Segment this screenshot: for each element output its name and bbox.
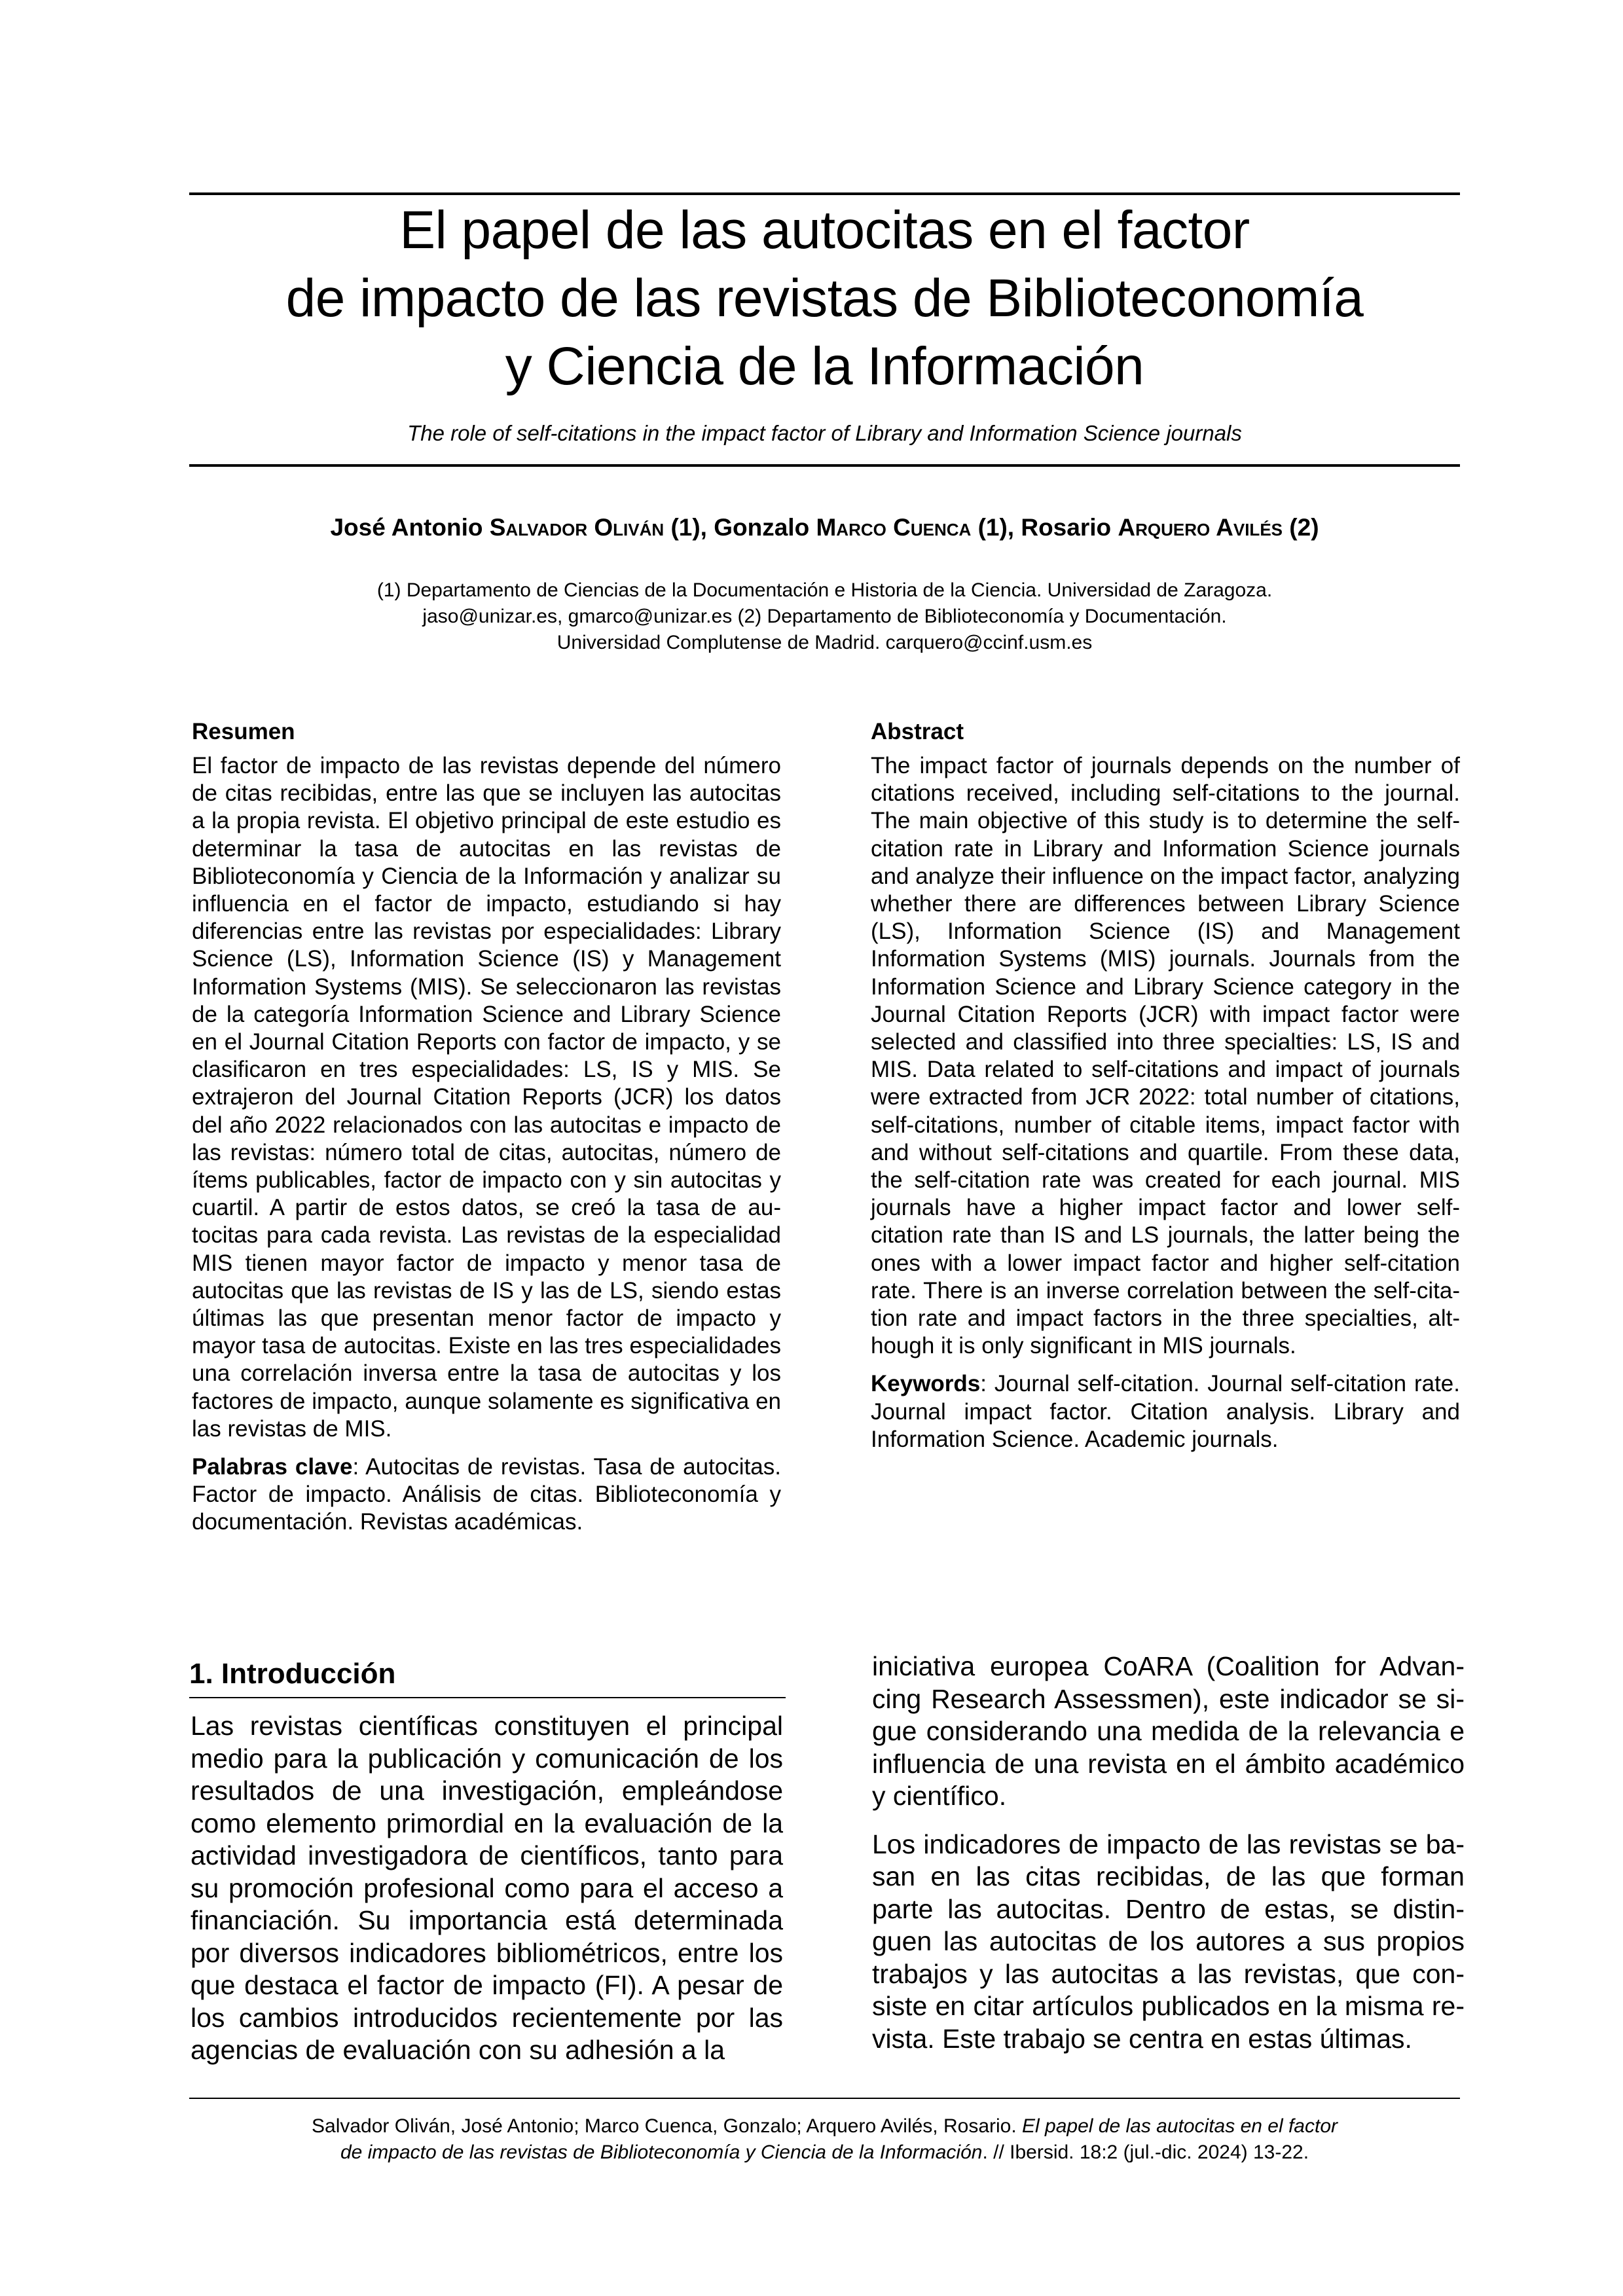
intro-left-column: [191, 1710, 783, 2083]
keywords: [871, 1370, 1460, 1453]
footer-rule: [189, 2098, 1460, 2099]
affiliation-line-3: Universidad Complutense de Madrid. carquero@ccinf.usm.es: [556, 632, 1093, 653]
author-2-affil: (1),: [971, 514, 1021, 541]
intro-right-column: [872, 1650, 1465, 2071]
footer-title-part-1: El papel de las autocitas en el factor: [1022, 2115, 1338, 2137]
keywords-label: Keywords: [871, 1371, 981, 1397]
footer-title-part-2: de impacto de las revistas de Biblioteconomía y Ciencia de la Información: [340, 2141, 983, 2163]
intro-paragraph-3: Los indicadores de impacto de las revistas se basan en las citas recibidas, de las que forman parte las autocitas. Dentro de estas, se distinguen las autocitas de los autores a sus propios trabajos y las autocitas a las revistas, que consiste en citar artículos publicados en la misma revista. Este trabajo se centra en estas últimas.: [872, 1829, 1465, 2054]
footer-source: . // Ibersid. 18:2 (jul.-dic. 2024) 13-22.: [982, 2141, 1309, 2163]
palabras-clave: [192, 1453, 781, 1537]
abstract-body: The impact factor of journals depends on the number of citations received, including self-citations to the journal. The main objective of this study is to determine the self-citation rate in Library and Information Science journals and analyze their influence on the impact factor, analyzing whether there are differences between Library Science (LS), Information Science (IS) and Management Information Systems (MIS) journals. Journals from the Information Science and Library Science category in the Journal Citation Reports (JCR) with impact factor were selected and classified into three specialties: LS, IS and MIS. Data related to self-citations and impact of journals were extracted from JCR 2022: total number of citations, self-citations, number of citable items, impact factor with and without self-citations and quartile. From these data, the self-citation rate was created for each journal. MIS journals have a higher impact factor and lower self-citation rate than IS and LS journals, the latter being the ones with a lower impact factor and higher self-citation rate. There is an inverse correlation between the self-citation rate and impact factors in the three specialties, although it is only significant in MIS journals.: [871, 753, 1460, 1359]
top-rule: [189, 192, 1460, 195]
resumen-body: El factor de impacto de las revistas depende del número de citas recibidas, entre las que se incluyen las autocitas a la propia revista. El objetivo principal de este estudio es determinar la tasa de autocitas en las revistas de Biblioteconomía y Ciencia de la Información y analizar su influencia en el factor de impacto, estudiando si hay diferencias entre las revistas por especialidades: Library Science (LS), Information Science (IS) y Management Information Systems (MIS). Se seleccionaron las revistas de la categoría Information Science and Library Science en el Journal Citation Reports con factor de impacto, y se clasificaron en tres especialidades: LS, IS y MIS. Se extrajeron del Journal Citation Reports (JCR) los datos del año 2022 relacionados con las autocitas e impacto de las revistas: número total de citas, autocitas, número de ítems publicables, factor de impacto con y sin autocitas y cuartil. A partir de estos datos, se creó la tasa de autocitas para cada revista. Las revistas de la especialidad MIS tienen mayor factor de impacto y menor tasa de autocitas que las revistas de IS y las de LS, siendo estas últimas las que presentan menor factor de impacto y mayor tasa de autocitas. Existe en las tres especialidades una correlación inversa entre la tasa de autocitas y los factores de impacto, aunque solamente es significativa en las revistas de MIS.: [192, 753, 781, 1442]
title-line-1: El papel de las autocitas en el factor: [399, 200, 1250, 260]
title-bottom-rule: [189, 464, 1460, 467]
resumen-block: [192, 718, 781, 1547]
title-line-3: y Ciencia de la Información: [505, 337, 1144, 396]
keywords-text: : Journal self-citation. Journal self-citation rate. Journal impact factor. Citation analysis. Library and Information Science. Academic journals.: [871, 1371, 1460, 1452]
author-3-family: Arquero Avilés: [1118, 514, 1283, 541]
abstract-heading: Abstract: [871, 719, 964, 744]
intro-paragraph-1: Las revistas científicas constituyen el principal medio para la publicación y comunicación de los resultados de una investigación, empleándose como elemento primordial en la evaluación de la actividad investigadora de científicos, tanto para su promoción profesional como para el acceso a financiación. Su importancia está determinada por diversos indicadores bibliométricos, entre los que destaca el factor de impacto (FI). A pesar de los cambios introducidos recientemente por las agencias de evaluación con su adhesión a la: [191, 1711, 783, 2065]
footer-authors: Salvador Oliván, José Antonio; Marco Cuenca, Gonzalo; Arquero Avilés, Rosario.: [312, 2115, 1023, 2137]
author-1-given: José Antonio: [330, 514, 490, 541]
author-2-given: Gonzalo: [714, 514, 816, 541]
palabras-clave-text: : Autocitas de revistas. Tasa de autocitas. Factor de impacto. Análisis de citas. Biblioteconomía y documentación. Revistas académicas.: [192, 1454, 781, 1535]
palabras-clave-label: Palabras clave: [192, 1454, 353, 1480]
author-1-affil: (1),: [664, 514, 714, 541]
affiliations: [189, 577, 1460, 656]
section-heading-introduccion: 1. Introducción: [189, 1656, 786, 1698]
affiliation-line-1: (1) Departamento de Ciencias de la Documentación e Historia de la Ciencia. Universidad de Zaragoza.: [376, 579, 1273, 601]
intro-paragraph-2: iniciativa europea CoARA (Coalition for Advancing Research Assessmen), este indicador se sigue considerando una medida de la relevancia e influencia de una revista en el ámbito académico y científico.: [872, 1651, 1465, 1811]
resumen-heading: Resumen: [192, 719, 295, 744]
paper-title: [189, 196, 1460, 401]
author-list: [189, 513, 1460, 543]
author-3-given: Rosario: [1021, 514, 1118, 541]
author-2-family: Marco Cuenca: [816, 514, 972, 541]
english-subtitle: The role of self-citations in the impact factor of Library and Information Science journals: [407, 421, 1242, 445]
author-3-affil: (2): [1283, 514, 1319, 541]
author-1-family: Salvador Oliván: [489, 514, 665, 541]
citation-footer: [189, 2113, 1460, 2166]
abstract-block: [871, 718, 1460, 1464]
affiliation-line-2: jaso@unizar.es, gmarco@unizar.es (2) Departamento de Biblioteconomía y Documentación.: [422, 606, 1227, 627]
title-line-2: de impacto de las revistas de Biblioteconomía: [285, 268, 1364, 328]
